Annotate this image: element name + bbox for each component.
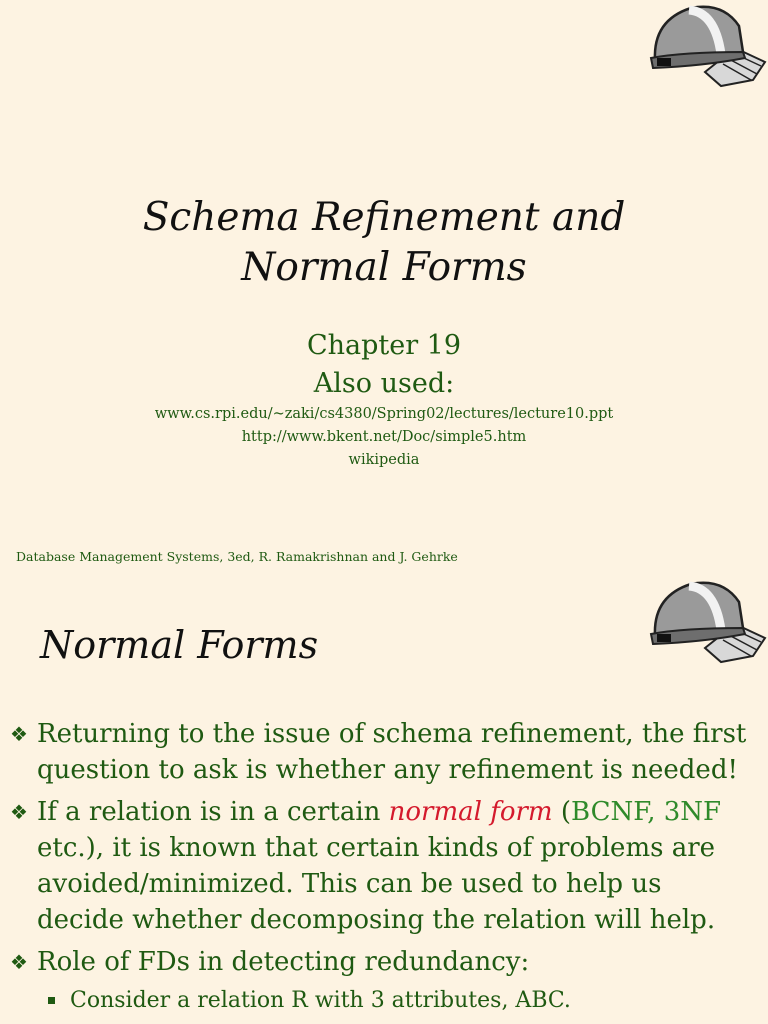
- chapter-block: [0, 327, 768, 403]
- reference-item: www.cs.rpi.edu/~zaki/cs4380/Spring02/lectures/lecture10.ppt: [154, 406, 614, 422]
- also-used-label: Also used:: [313, 368, 455, 399]
- normal-forms-slide: [0, 576, 768, 1024]
- bullet-text: Role of FDs in detecting redundancy:: [37, 947, 530, 977]
- sub-bullet-item: [0, 986, 768, 1016]
- bullet-text: (: [552, 797, 571, 827]
- bullet-text: Returning to the issue of schema refinement, the first question to ask is whether any refinement is needed!: [37, 719, 747, 785]
- diamond-bullet-icon: ❖: [10, 950, 28, 974]
- bullet-text: etc.), it is known that certain kinds of problems are avoided/minimized. This can be used to help us decide whether decomposing the relation will help.: [37, 833, 716, 935]
- hard-hat-icon: [643, 0, 768, 88]
- bullet-item: [0, 716, 747, 788]
- normal-form-term: normal form: [388, 797, 553, 827]
- chapter-label: Chapter 19: [306, 330, 462, 361]
- bullet-item: [0, 944, 747, 980]
- title-line-1: Schema Refinement and: [142, 195, 626, 240]
- diamond-bullet-icon: ❖: [10, 800, 28, 824]
- bullet-text: If a relation is in a certain: [37, 797, 389, 827]
- sub-bullet-text: Consider a relation R with 3 attributes, ABC.: [70, 988, 571, 1013]
- hard-hat-icon: [643, 576, 768, 664]
- slide-footer: Database Management Systems, 3ed, R. Ramakrishnan and J. Gehrke: [16, 549, 458, 564]
- diamond-bullet-icon: ❖: [10, 722, 28, 746]
- slide-title: Normal Forms: [40, 623, 319, 667]
- normal-form-names: BCNF, 3NF: [571, 797, 722, 827]
- bullet-list: [0, 716, 768, 1016]
- bullet-item: [0, 794, 747, 938]
- slide-title: [0, 193, 768, 293]
- reference-item: http://www.bkent.net/Doc/simple5.htm: [241, 429, 527, 445]
- title-line-2: Normal Forms: [241, 245, 527, 290]
- reference-item: wikipedia: [348, 452, 420, 468]
- reference-list: [0, 403, 768, 472]
- square-bullet-icon: [48, 997, 55, 1004]
